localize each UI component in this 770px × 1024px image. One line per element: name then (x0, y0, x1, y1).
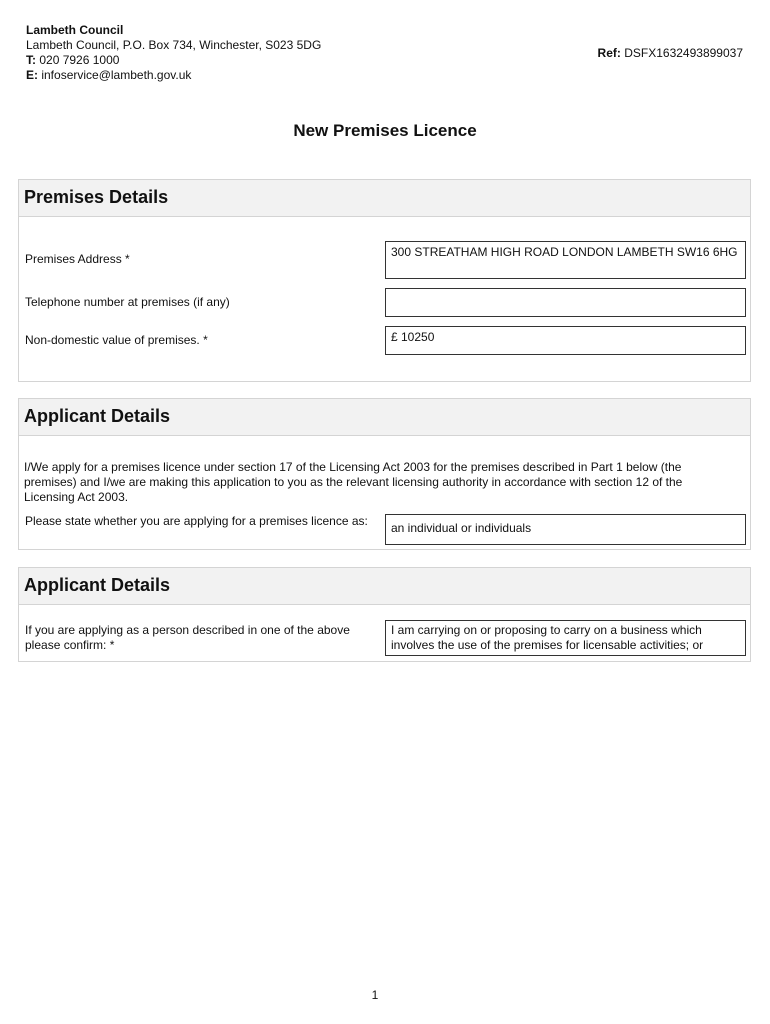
section-heading: Premises Details (19, 180, 750, 217)
page-number: 1 (371, 988, 379, 1002)
premises-address-label: Premises Address * (25, 252, 130, 266)
council-header (26, 23, 321, 83)
council-phone: T: 020 7926 1000 (26, 53, 120, 67)
premises-phone-field[interactable] (385, 288, 746, 317)
reference-number: Ref: DSFX1632493899037 (597, 46, 743, 60)
applicant-intro-text: I/We apply for a premises licence under section 17 of the Licensing Act 2003 for the premises described in Part 1 below (the premises) and I/we are making this application to you as the relevant licensing authority in accordance with section 12 of the Licensing Act 2003. (24, 460, 683, 504)
applicant-confirm-label: If you are applying as a person described in one of the above please confirm: * (25, 623, 350, 652)
council-name: Lambeth Council (26, 23, 124, 37)
applicant-confirm-field[interactable]: I am carrying on or proposing to carry on a business which involves the use of the premises for licensable activities; or (385, 620, 746, 656)
applicant-type-label: Please state whether you are applying for a premises licence as: (25, 514, 368, 528)
council-address: Lambeth Council, P.O. Box 734, Winchester, S023 5DG (26, 38, 322, 52)
page-title: New Premises Licence (293, 121, 477, 140)
premises-value-label: Non-domestic value of premises. * (25, 333, 208, 347)
applicant-confirm-section (18, 567, 751, 662)
section-heading: Applicant Details (19, 399, 750, 436)
applicant-details-section (18, 398, 751, 550)
premises-address-field[interactable]: 300 STREATHAM HIGH ROAD LONDON LAMBETH SW16 6HG (385, 241, 746, 279)
council-email: E: infoservice@lambeth.gov.uk (26, 68, 192, 82)
section-heading: Applicant Details (19, 568, 750, 605)
premises-details-section (18, 179, 751, 382)
applicant-type-field[interactable]: an individual or individuals (385, 514, 746, 545)
premises-phone-label: Telephone number at premises (if any) (25, 295, 230, 309)
premises-value-field[interactable]: £ 10250 (385, 326, 746, 355)
